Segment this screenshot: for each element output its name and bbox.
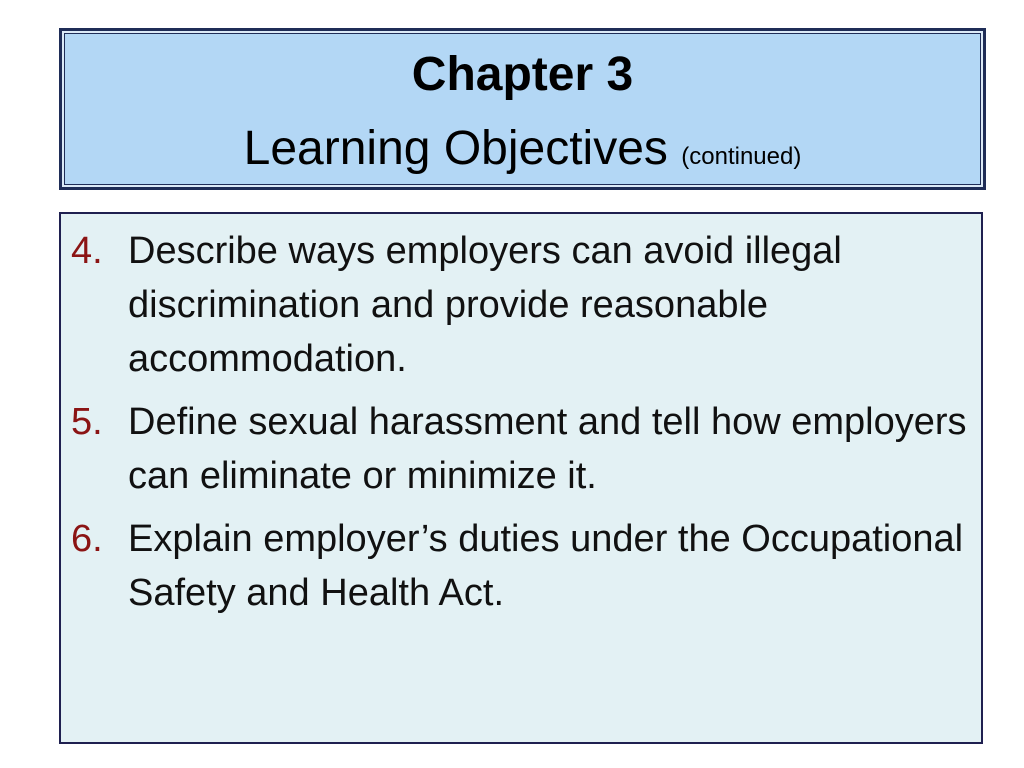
objective-text: Define sexual harassment and tell how employers can eliminate or minimize it. [128, 401, 967, 497]
title-box [59, 28, 986, 190]
objective-item [71, 512, 971, 620]
objective-text: Describe ways employers can avoid illegal discrimination and provide reasonable accommodation. [128, 230, 842, 380]
section-heading [62, 121, 983, 185]
objective-text: Explain employer’s duties under the Occupational Safety and Health Act. [128, 518, 964, 614]
continued-note: (continued) [681, 143, 802, 170]
objectives-list [71, 224, 971, 629]
objective-number: 5. [71, 401, 103, 443]
chapter-heading: Chapter 3 [411, 48, 634, 101]
objective-number: 4. [71, 230, 103, 272]
objective-item [71, 395, 971, 503]
objective-number: 6. [71, 518, 103, 560]
objective-item [71, 224, 971, 386]
objectives-box [59, 212, 983, 744]
section-heading-text: Learning Objectives [243, 122, 668, 175]
